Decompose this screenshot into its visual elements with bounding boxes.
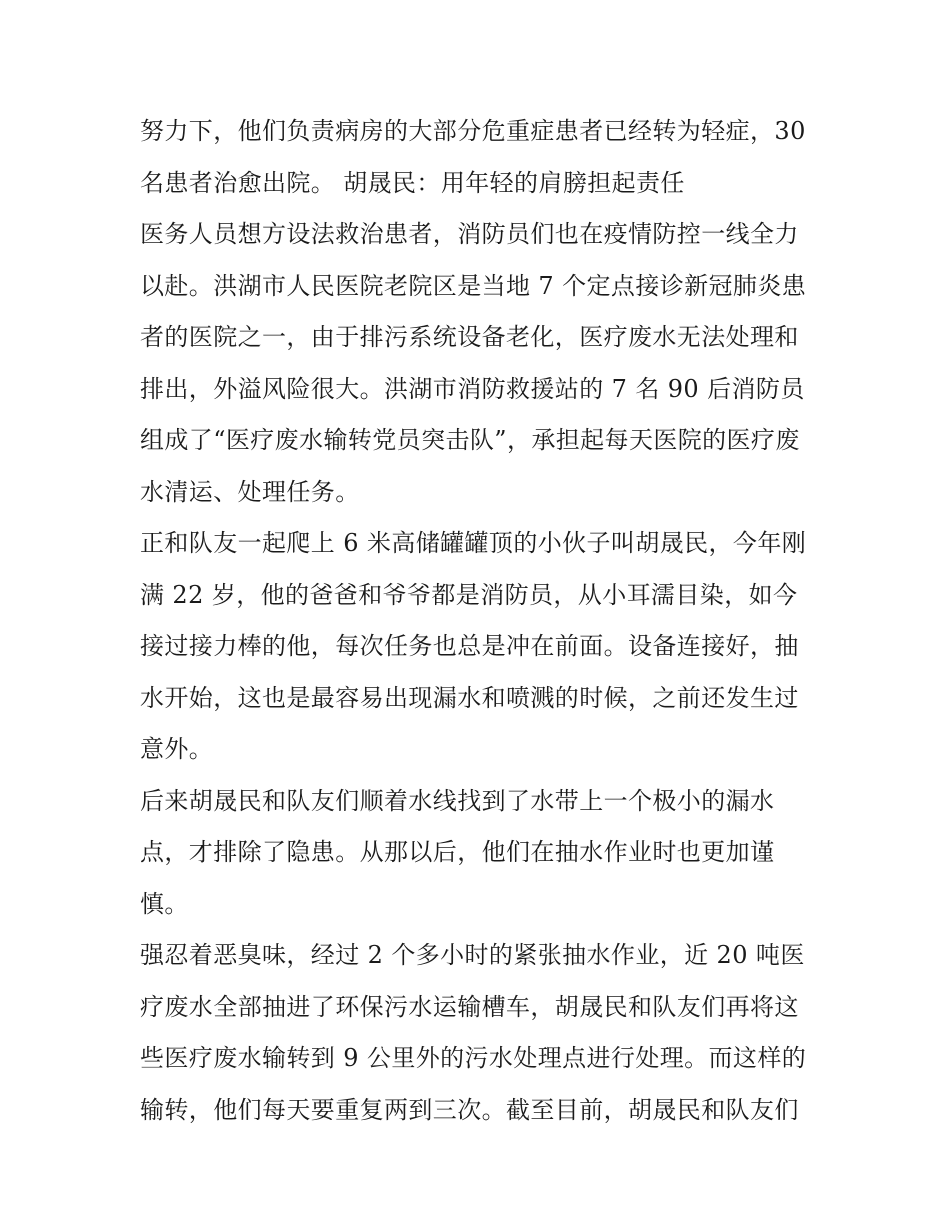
text-line: 点，才排除了隐患。从那以后，他们在抽水作业时也更加谨 bbox=[140, 838, 775, 866]
article-body bbox=[140, 106, 812, 1136]
text-line: 疗废水全部抽进了环保污水运输槽车，胡晟民和队友们再将这 bbox=[140, 992, 799, 1021]
text-line: 水清运、处理任务。 bbox=[140, 477, 360, 506]
text-line: 者的医院之一，由于排污系统设备老化，医疗废水无法处理和 bbox=[140, 323, 799, 351]
text-line: 满 22 岁，他的爸爸和爷爷都是消防员，从小耳濡目染，如今 bbox=[140, 580, 798, 609]
text-line: 输转，他们每天要重复两到三次。截至目前，胡晟民和队友们 bbox=[140, 1095, 799, 1124]
text-line: 些医疗废水输转到 9 公里外的污水处理点进行处理。而这样的 bbox=[140, 1044, 807, 1072]
text-line: 水开始，这也是最容易出现漏水和喷溅的时候，之前还发生过 bbox=[140, 683, 799, 712]
text-line: 医务人员想方设法救治患者，消防员们也在疫情防控一线全力 bbox=[140, 220, 799, 248]
text-line: 以赴。洪湖市人民医院老院区是当地 7 个定点接诊新冠肺炎患 bbox=[140, 271, 807, 300]
text-line: 组成了“医疗废水输转党员突击队”，承担起每天医院的医疗废 bbox=[140, 426, 800, 454]
text-line: 接过接力棒的他，每次任务也总是冲在前面。设备连接好，抽 bbox=[140, 632, 799, 660]
text-line: 后来胡晟民和队友们顺着水线找到了水带上一个极小的漏水 bbox=[140, 786, 775, 815]
text-line: 名患者治愈出院。 胡晟民：用年轻的肩膀担起责任 bbox=[140, 168, 685, 197]
text-line: 慎。 bbox=[140, 889, 189, 918]
text-line: 意外。 bbox=[140, 735, 214, 763]
text-line: 排出，外溢风险很大。洪湖市消防救援站的 7 名 90 后消防员 bbox=[140, 374, 805, 403]
text-line: 正和队友一起爬上 6 米高储罐罐顶的小伙子叫胡晟民，今年刚 bbox=[140, 529, 807, 557]
text-line: 强忍着恶臭味，经过 2 个多小时的紧张抽水作业，近 20 吨医 bbox=[140, 941, 805, 969]
text-line: 努力下，他们负责病房的大部分危重症患者已经转为轻症，30 bbox=[140, 117, 806, 145]
